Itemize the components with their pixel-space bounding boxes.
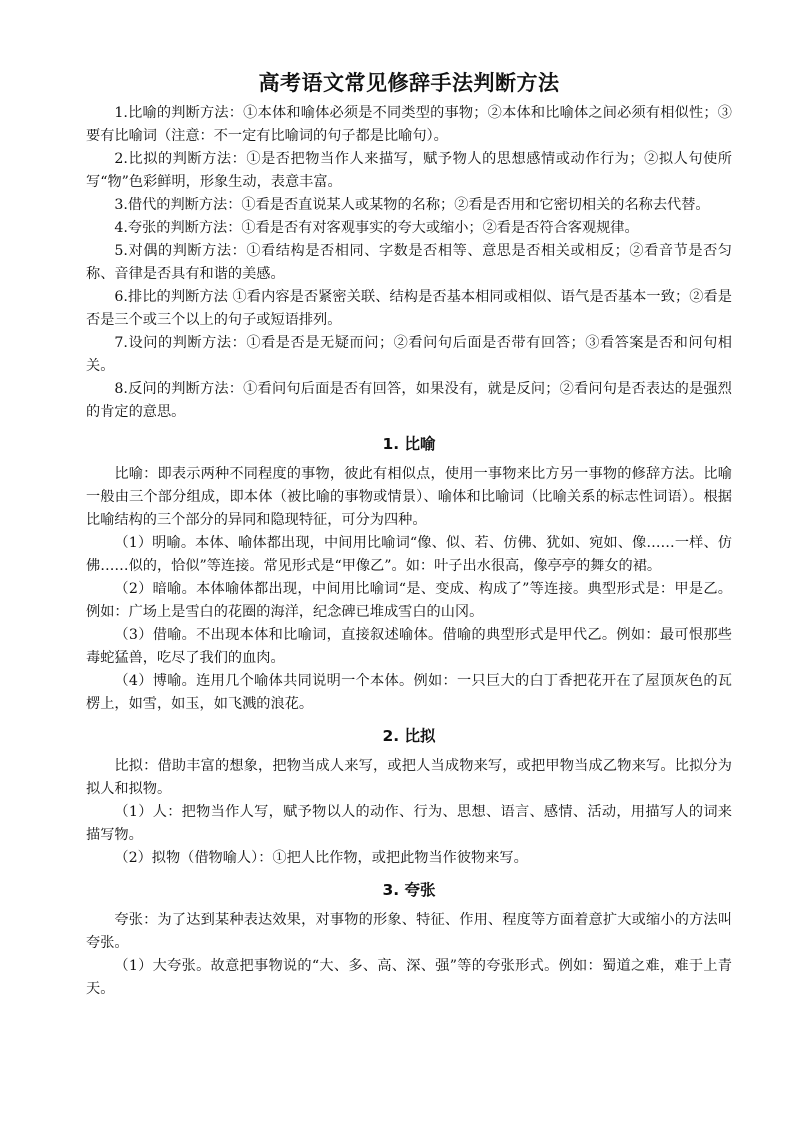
section-paragraph: （2）拟物（借物喻人）：①把人比作物，或把此物当作彼物来写。 bbox=[114, 850, 528, 866]
section-paragraph: （1）人：把物当作人写，赋予物以人的动作、行为、思想、语言、感情、活动，用描写人的词来描写物。 bbox=[86, 804, 732, 843]
section-paragraph: 比拟：借助丰富的想象，把物当成人来写，或把人当成物来写，或把甲物当成乙物来写。比拟分为拟人和拟物。 bbox=[86, 758, 732, 797]
section-paragraph: 比喻：即表示两种不同程度的事物，彼此有相似点，使用一事物来比方另一事物的修辞方法。比喻一般由三个部分组成，即本体（被比喻的事物或情景）、喻体和比喻词（比喻关系的标志性词语）。根据比喻结构的三个部分的异同和隐现特征，可分为四种。 bbox=[86, 466, 732, 528]
section-paragraph: 夸张：为了达到某种表达效果，对事物的形象、特征、作用、程度等方面着意扩大或缩小的方法叫夸张。 bbox=[86, 912, 732, 951]
intro-item-7: 7.设问的判断方法：①看是否是无疑而问；②看问句后面是否带有回答；③看答案是否和问句相关。 bbox=[86, 335, 732, 374]
intro-item-3: 3.借代的判断方法：①看是否直说某人或某物的名称；②看是否用和它密切相关的名称去代替。 bbox=[114, 197, 710, 213]
section-paragraph: （4）博喻。连用几个喻体共同说明一个本体。例如：一只巨大的白丁香把花开在了屋顶灰色的瓦楞上，如雪，如玉，如飞溅的浪花。 bbox=[86, 673, 732, 712]
intro-item-4: 4.夸张的判断方法：①看是否有对客观事实的夸大或缩小；②看是否符合客观规律。 bbox=[114, 220, 639, 236]
document-page bbox=[86, 66, 732, 1001]
section-heading: 1. 比喻 bbox=[382, 435, 436, 453]
intro-item-6: 6.排比的判断方法 ①看内容是否紧密关联、结构是否基本相同或相似、语气是否基本一致；②看是否是三个或三个以上的句子或短语排列。 bbox=[86, 289, 732, 328]
intro-item-5: 5.对偶的判断方法：①看结构是否相同、字数是否相等、意思是否相关或相反；②看音节是否匀称、音律是否具有和谐的美感。 bbox=[86, 243, 732, 282]
intro-item-1: 1.比喻的判断方法：①本体和喻体必须是不同类型的事物；②本体和比喻体之间必须有相似性；③要有比喻词（注意：不一定有比喻词的句子都是比喻句）。 bbox=[86, 105, 732, 144]
intro-item-2: 2.比拟的判断方法：①是否把物当作人来描写，赋予物人的思想感情或动作行为；②拟人句使所写“物”色彩鲜明，形象生动，表意丰富。 bbox=[86, 151, 732, 190]
section-heading: 3. 夸张 bbox=[382, 881, 436, 899]
intro-list bbox=[86, 102, 732, 424]
section-paragraph: （3）借喻。不出现本体和比喻词，直接叙述喻体。借喻的典型形式是甲代乙。例如：最可恨那些毒蛇猛兽，吃尽了我们的血肉。 bbox=[86, 627, 732, 666]
section-personification bbox=[86, 725, 732, 870]
section-hyperbole bbox=[86, 879, 732, 1001]
section-paragraph: （1）明喻。本体、喻体都出现，中间用比喻词“像、似、若、仿佛、犹如、宛如、像……一样、仿佛……似的，恰似”等连接。常见形式是“甲像乙”。如：叶子出水很高，像亭亭的舞女的裙。 bbox=[86, 535, 732, 574]
intro-item-8: 8.反问的判断方法：①看问句后面是否有回答，如果没有，就是反问；②看问句是否表达的是强烈的肯定的意思。 bbox=[86, 381, 732, 420]
section-heading: 2. 比拟 bbox=[382, 727, 436, 745]
document-title: 高考语文常见修辞手法判断方法 bbox=[258, 71, 560, 95]
section-metaphor bbox=[86, 433, 732, 716]
section-paragraph: （2）暗喻。本体喻体都出现，中间用比喻词“是、变成、构成了”等连接。典型形式是：甲是乙。例如：广场上是雪白的花圈的海洋，纪念碑已堆成雪白的山冈。 bbox=[86, 581, 732, 620]
section-paragraph: （1）大夸张。故意把事物说的“大、多、高、深、强”等的夸张形式。例如：蜀道之难，难于上青天。 bbox=[86, 958, 732, 997]
